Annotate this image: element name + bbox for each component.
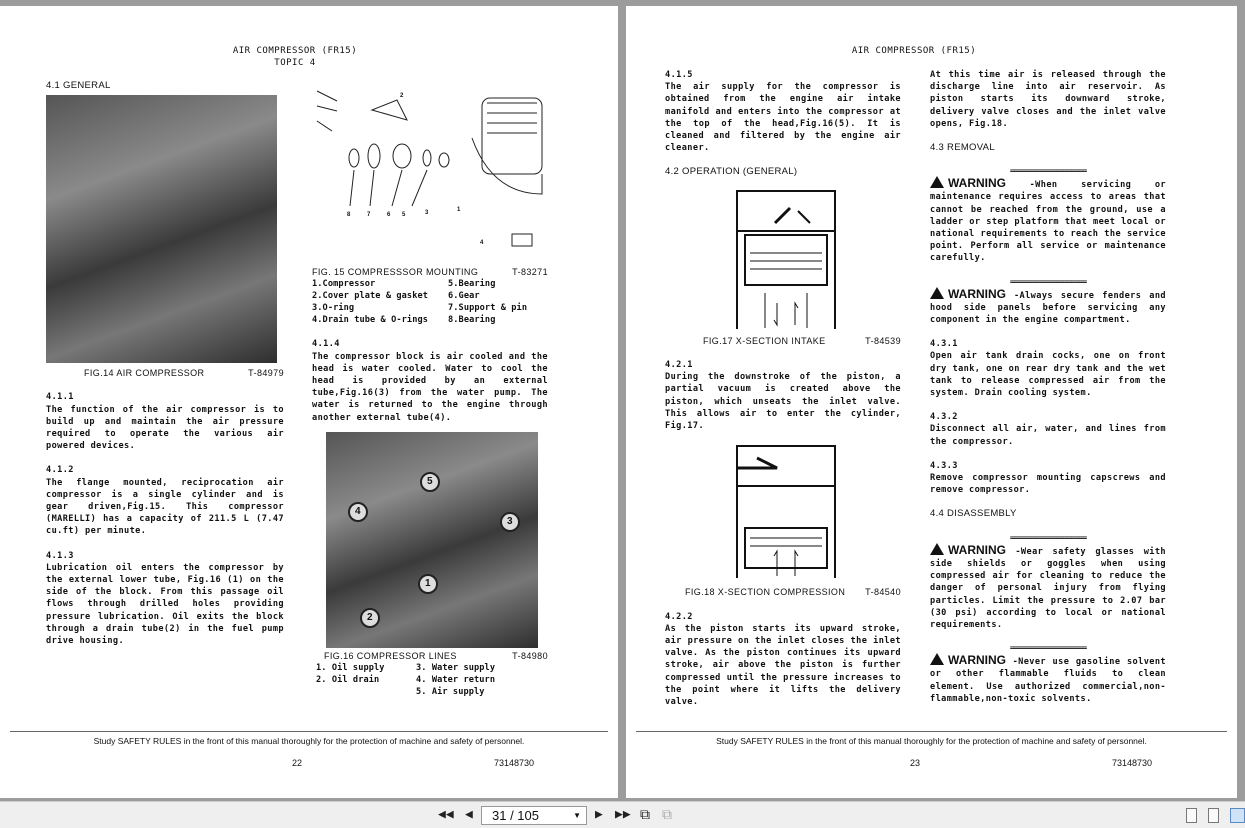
svg-text:8: 8	[347, 212, 351, 218]
para-text: At this time air is released through the discharge line into air reservoir. As piston starts its downward stroke, delivery valve closes and the inlet valve opens, Fig.18.	[930, 70, 1166, 129]
legend-item: 2.Cover plate & gasket	[312, 291, 429, 302]
prev-page-icon[interactable]: ◀	[465, 807, 473, 822]
page-footer: Study SAFETY RULES in the front of this manual thoroughly for the protection of machine and safety of personnel.	[636, 731, 1227, 747]
para-text: As the piston starts its upward stroke, air pressure on the inlet closes the inlet valve. As the piston continues its upward stroke, air above the piston is further compressed until the pressure increases to the point where it lifts the delivery valve.	[665, 623, 901, 708]
fig18-caption	[665, 586, 901, 598]
para-text: Disconnect all air, water, and lines from the compressor.	[930, 424, 1166, 447]
warning-text: -Always secure fenders and hood side panels before servicing any component in the engine compartment.	[930, 290, 1166, 326]
para-num: 4.1.5	[665, 70, 693, 80]
first-page-icon[interactable]: ◀◀	[438, 807, 454, 822]
warning-text: -Wear safety glasses with side shields or goggles when using compressed air for cleaning to reduce the danger of personal injury from flying particles. Limit the pressure to 2.07 bar (30 psi) according to local or national requirements.	[930, 546, 1166, 630]
para-text: The compressor block is air cooled and the head is water cooled. Water to cool the head is provided by an external tube,Fig.16(3) from the water pump. The water is returned to the engine through another external tube(4).	[312, 351, 548, 423]
caption-code: T-83271	[512, 267, 548, 278]
callout-5: 5	[420, 472, 440, 492]
last-page-icon[interactable]: ▶▶	[615, 807, 631, 822]
para-num: 4.3.1	[930, 339, 958, 350]
viewer-toolbar	[0, 801, 1245, 828]
warning-label: WARNING	[948, 286, 1006, 301]
page-subheader: TOPIC 4	[274, 58, 316, 68]
legend-item: 1.Compressor	[312, 279, 376, 290]
legend-item: 3. Water supply	[416, 663, 496, 674]
legend-item: 5.Bearing	[448, 279, 496, 290]
caption-text: FIG.17 X-SECTION INTAKE	[703, 335, 826, 346]
fig14-photo	[46, 95, 277, 363]
para-num: 4.1.3	[46, 550, 74, 561]
legend-item: 1. Oil supply	[316, 663, 385, 674]
page-indicator: 31 / 105	[492, 808, 539, 823]
fig18-cross-section	[665, 438, 901, 582]
section-heading: 4.2 OPERATION (GENERAL)	[665, 166, 798, 178]
section-heading: 4.3 REMOVAL	[930, 142, 995, 154]
next-page-icon[interactable]: ▶	[595, 807, 603, 822]
caption-code: T-84979	[248, 368, 284, 379]
warning-block	[930, 166, 1166, 264]
para-text: Remove compressor mounting capscrews and remove compressor.	[930, 473, 1166, 496]
warning-block	[930, 643, 1166, 705]
para-text: The flange mounted, reciprocation air compressor is a single cylinder and is gear driven,Fig.15. This compressor (MARELLI) has a capacity of 211.5 L (7.47 cu.ft) per minute.	[46, 477, 284, 537]
callout-3: 3	[500, 512, 520, 532]
caption-text: FIG.18 X-SECTION COMPRESSION	[685, 587, 846, 598]
caption-code: T-84540	[865, 587, 901, 598]
legend-item: 6.Gear	[448, 291, 480, 302]
doc-number: 73148730	[494, 758, 535, 768]
pdf-page-22	[0, 6, 618, 798]
fig14-caption	[46, 367, 284, 379]
warning-block	[930, 533, 1166, 631]
para-text: The function of the air compressor is to build up and maintain the air pressure required to operate the various air powered devices.	[46, 404, 284, 452]
separator: ====================	[1009, 276, 1087, 286]
svg-text:4: 4	[480, 240, 484, 246]
single-page-view-icon[interactable]	[1186, 808, 1197, 823]
two-page-view-icon[interactable]	[1230, 808, 1245, 823]
warning-label: WARNING	[948, 542, 1006, 557]
separator: ====================	[1009, 166, 1087, 176]
caption-text: FIG.14 AIR COMPRESSOR	[84, 368, 205, 379]
fig16-caption	[312, 650, 548, 662]
para-text: Lubrication oil enters the compressor by the external lower tube, Fig.16 (1) on the side of the block. From this passage oil flows through drilled holes providing pressure lubrication. Oil exits the block through a drain tube(2) in the fuel pump drive housing.	[46, 562, 284, 647]
para-num: 4.3.2	[930, 412, 958, 423]
svg-text:2: 2	[400, 93, 404, 99]
para-text: The air supply for the compressor is obtained from the engine air intake manifold and enters into the compressor at the top of the head,Fig.16(5). It is cleaned and filtered by the engine air cleaner.	[665, 82, 901, 154]
svg-text:7: 7	[367, 212, 371, 218]
para-num: 4.3.3	[930, 460, 958, 471]
pdf-page-23	[626, 6, 1237, 798]
fig17-caption	[665, 335, 901, 347]
warning-text: -Never use gasoline solvent or other flammable fluids to clean element. Use authorized commercial,non-flammable,non-toxic solvents.	[930, 657, 1166, 704]
para-num: 4.2.1	[665, 360, 693, 371]
page-number: 23	[910, 758, 921, 768]
page-footer: Study SAFETY RULES in the front of this manual thoroughly for the protection of machine and safety of personnel.	[10, 731, 608, 747]
para-num: 4.1.4	[312, 339, 340, 350]
warning-label: WARNING	[948, 176, 1006, 191]
para-num: 4.1.1	[46, 392, 74, 403]
callout-2: 2	[360, 608, 380, 628]
fig17-cross-section	[665, 183, 901, 331]
doc-number: 73148730	[1112, 758, 1153, 768]
continuous-view-icon[interactable]	[1208, 808, 1219, 823]
legend-item: 5. Air supply	[416, 687, 485, 698]
warning-text: -When servicing or maintenance requires access to areas that cannot be reached from the ground, use a ladder or step platform that meet local or national requirements to reach the service point. Perform all service or maintenance carefully.	[930, 180, 1166, 264]
section-heading: 4.1 GENERAL	[46, 80, 111, 91]
fig16-photo	[326, 432, 538, 648]
svg-text:5: 5	[402, 212, 406, 218]
page-number: 22	[292, 758, 303, 768]
fig15-legend	[312, 278, 548, 326]
warning-icon	[930, 543, 944, 555]
legend-item: 2. Oil drain	[316, 675, 380, 686]
para-text: Open air tank drain cocks, one on front dry tank, one on rear dry tank and the wet tank to release compressed air from the system. Drain cooling system.	[930, 351, 1166, 399]
legend-item: 3.O-ring	[312, 303, 355, 314]
warning-icon	[930, 287, 944, 299]
separator: ====================	[1009, 532, 1087, 542]
fit-page-icon[interactable]: ⧉	[640, 807, 650, 823]
warning-icon	[930, 176, 944, 188]
fit-width-icon[interactable]: ⧉	[662, 807, 672, 823]
fig15-exploded-drawing	[312, 86, 548, 262]
caption-code: T-84980	[512, 650, 548, 661]
warning-block	[930, 277, 1166, 327]
para-num: 4.2.2	[665, 611, 693, 622]
para-num: 4.1.2	[46, 465, 74, 476]
svg-text:6: 6	[387, 212, 391, 218]
warning-icon	[930, 653, 944, 665]
separator: ====================	[1009, 643, 1087, 653]
legend-item: 7.Support & pin	[448, 303, 528, 314]
section-heading: 4.4 DISASSEMBLY	[930, 508, 1017, 520]
legend-item: 4. Water return	[416, 675, 496, 686]
page-header: AIR COMPRESSOR (FR15)	[851, 46, 977, 56]
page-number-input[interactable]	[481, 806, 587, 825]
chevron-down-icon[interactable]: ▼	[573, 811, 581, 820]
para-text: During the downstroke of the piston, a partial vacuum is created above the piston, which unseats the inlet valve. This allows air to enter the cylinder, Fig.17.	[665, 372, 901, 432]
svg-text:3: 3	[425, 210, 429, 216]
caption-text: FIG. 15 COMPRESSSOR MOUNTING	[312, 267, 479, 278]
page-header: AIR COMPRESSOR (FR15)	[232, 46, 358, 56]
callout-1: 1	[418, 574, 438, 594]
fig16-legend	[312, 662, 548, 698]
caption-text: FIG.16 COMPRESSOR LINES	[324, 650, 457, 661]
legend-item: 4.Drain tube & O-rings	[312, 315, 429, 326]
warning-label: WARNING	[948, 653, 1006, 668]
caption-code: T-84539	[865, 335, 901, 346]
svg-text:1: 1	[457, 207, 461, 213]
fig15-caption	[312, 266, 548, 278]
callout-4: 4	[348, 502, 368, 522]
legend-item: 8.Bearing	[448, 315, 496, 326]
